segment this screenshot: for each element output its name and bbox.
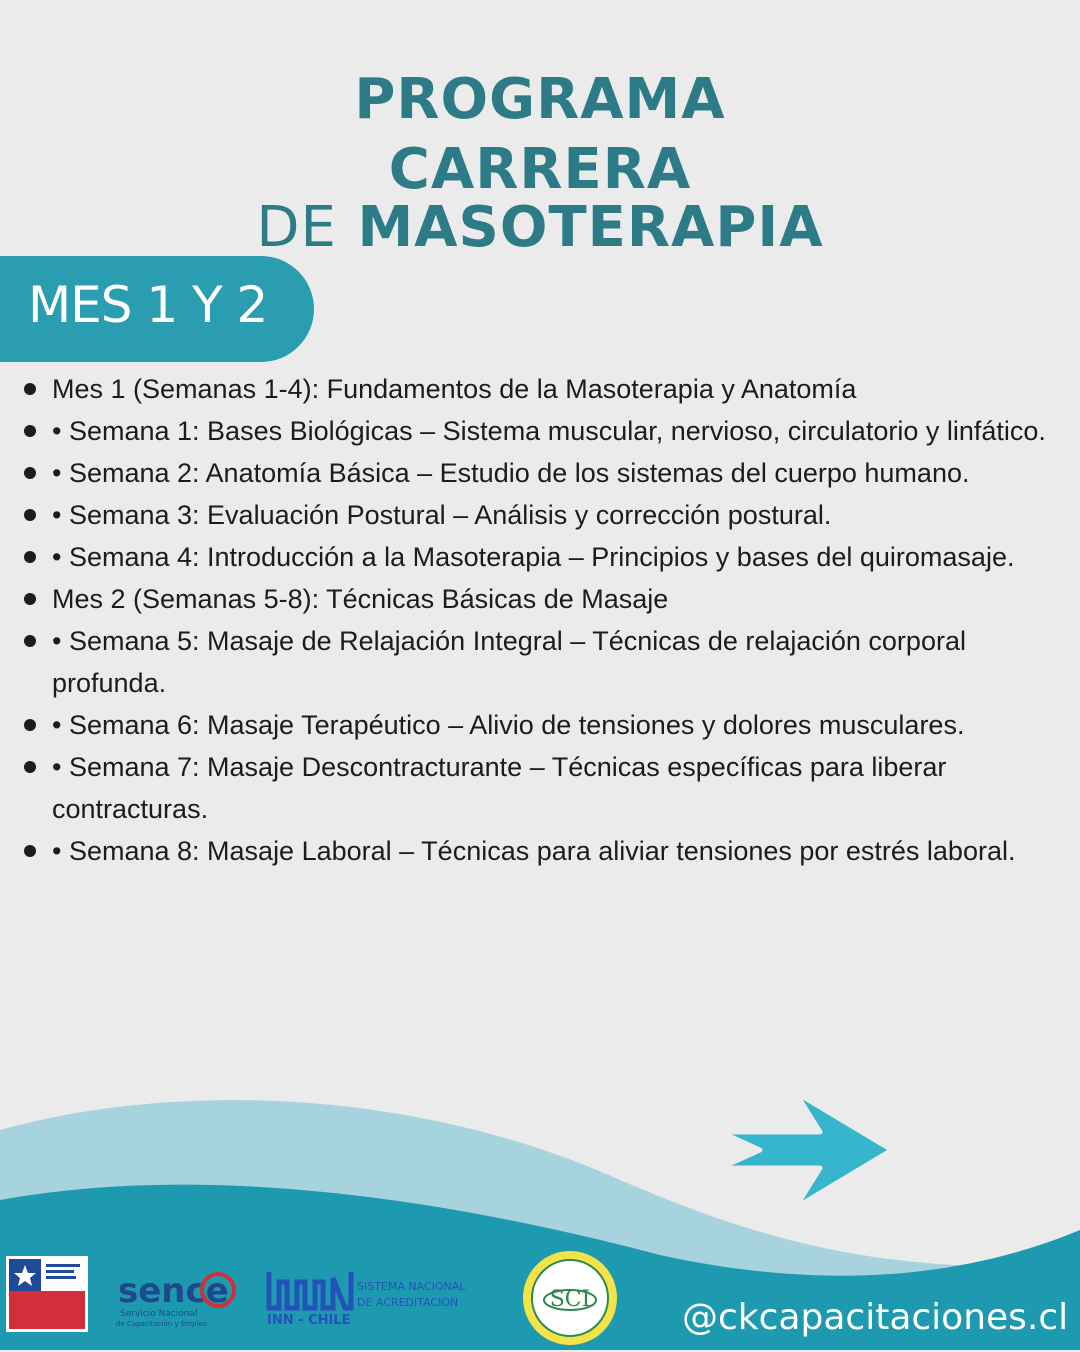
list-item-text: Mes 1 (Semanas 1-4): Fundamentos de la Masoterapia y Anatomía xyxy=(52,374,857,404)
list-item xyxy=(22,746,1080,830)
list-item-text: • Semana 1: Bases Biológicas – Sistema muscular, nervioso, circulatorio y linfático. xyxy=(52,416,1046,446)
list-item xyxy=(22,494,1080,536)
list-item xyxy=(22,536,1080,578)
list-item-text: • Semana 5: Masaje de Relajación Integral – Técnicas de relajación corporal profunda. xyxy=(52,626,966,698)
list-item-text: Mes 2 (Semanas 5-8): Técnicas Básicas de Masaje xyxy=(52,584,669,614)
social-handle: @ckcapacitaciones.cl xyxy=(682,1297,1069,1338)
title-line-3-light: DE xyxy=(256,195,337,260)
inn-logo xyxy=(265,1268,505,1328)
section-label: MES 1 Y 2 xyxy=(28,276,268,334)
sence-logo-sub1: Servicio Nacional xyxy=(120,1309,198,1319)
list-item xyxy=(22,704,1080,746)
title-line-1: PROGRAMA xyxy=(354,67,726,132)
bullet-icon xyxy=(24,761,36,773)
list-item-text: • Semana 4: Introducción a la Masoterapia – Principios y bases del quiromasaje. xyxy=(52,542,1015,572)
list-item-text: • Semana 8: Masaje Laboral – Técnicas para aliviar tensiones por estrés laboral. xyxy=(52,836,1016,866)
sence-logo-sub2: de Capacitación y Empleo xyxy=(116,1320,208,1328)
list-item-text: • Semana 7: Masaje Descontracturante – Técnicas específicas para liberar contracturas. xyxy=(52,752,947,824)
sci-seal-logo xyxy=(520,1248,620,1348)
list-item xyxy=(22,620,1080,704)
arrow-right-icon xyxy=(720,1092,892,1208)
bullet-icon xyxy=(24,467,36,479)
inn-logo-text2: DE ACREDITACION xyxy=(357,1296,459,1309)
bullet-icon xyxy=(24,425,36,437)
bullet-icon xyxy=(24,593,36,605)
list-item xyxy=(22,578,1080,620)
bullet-icon xyxy=(24,551,36,563)
bullet-icon xyxy=(24,845,36,857)
list-item-text: • Semana 3: Evaluación Postural – Análisis y corrección postural. xyxy=(52,500,832,530)
inn-logo-mark: INN - CHILE xyxy=(267,1313,351,1328)
sci-seal-text: SCI xyxy=(549,1287,591,1312)
list-item-text: • Semana 6: Masaje Terapéutico – Alivio de tensiones y dolores musculares. xyxy=(52,710,965,740)
sence-logo-name: sence xyxy=(118,1271,229,1311)
list-item xyxy=(22,368,1080,410)
bullet-icon xyxy=(24,635,36,647)
sence-logo xyxy=(114,1266,244,1332)
chile-government-logo xyxy=(6,1256,88,1332)
program-list xyxy=(22,368,1080,872)
title-line-3-bold: MASOTERAPIA xyxy=(357,195,824,260)
list-item xyxy=(22,830,1080,872)
section-label-pill xyxy=(0,256,314,362)
bullet-icon xyxy=(24,383,36,395)
list-item xyxy=(22,410,1080,452)
bullet-icon xyxy=(24,719,36,731)
title-line-3 xyxy=(0,195,1080,260)
title-line-2: CARRERA xyxy=(388,137,692,202)
list-item-text: • Semana 2: Anatomía Básica – Estudio de los sistemas del cuerpo humano. xyxy=(52,458,970,488)
list-item xyxy=(22,452,1080,494)
inn-logo-text1: SISTEMA NACIONAL xyxy=(357,1280,466,1293)
bullet-icon xyxy=(24,509,36,521)
